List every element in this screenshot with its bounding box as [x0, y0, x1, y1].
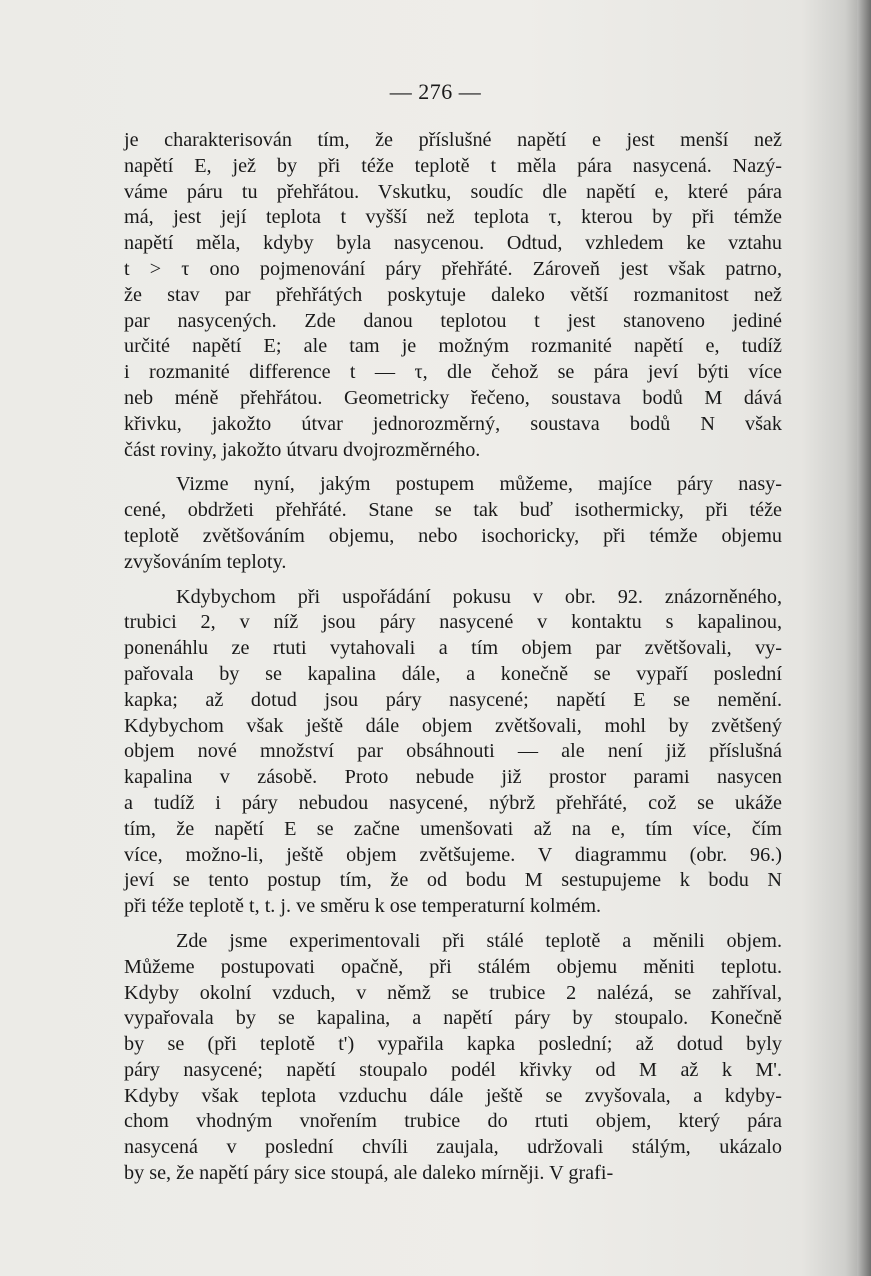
text-line: více, možno-li, ještě objem zvětšujeme. V diagrammu (obr. 96.) [124, 843, 782, 866]
text-line: páry nasycené; napětí stoupalo podél křivky od M až k M'. [124, 1058, 782, 1081]
text-line: tím, že napětí E se začne umenšovati až na e, tím více, čím [124, 817, 782, 840]
text-line: i rozmanité difference t — τ, dle čehož se pára jeví býti více [124, 361, 782, 384]
text-line: by se (při teplotě t') vypařila kapka poslední; až dotud byly [124, 1033, 782, 1056]
text-line: objem nové množství par obsáhnouti — ale není již příslušná [124, 740, 782, 763]
text-line: kapalina v zásobě. Proto nebude již prostor parami nasycen [124, 766, 782, 789]
text-line: pařovala by se kapalina dále, a konečně se vypaří poslední [124, 662, 782, 685]
text-line: by se, že napětí páry sice stoupá, ale daleko mírněji. V grafi- [124, 1162, 614, 1185]
text-line: neb méně přehřátou. Geometricky řečeno, soustava bodů M dává [124, 386, 782, 409]
text-line: ponenáhlu ze rtuti vytahovali a tím objem par zvětšovali, vy- [124, 637, 782, 660]
body-text [124, 128, 782, 1187]
text-line: kapka; až dotud jsou páry nasycené; napětí E se nemění. [124, 688, 782, 711]
text-line: par nasycených. Zde danou teplotou t jest stanoveno jediné [124, 309, 782, 332]
paragraph [124, 585, 782, 920]
text-line: je charakterisován tím, že příslušné napětí e jest menší než [124, 129, 782, 151]
text-line: určité napětí E; ale tam je možným rozmanité napětí e, tudíž [124, 335, 782, 358]
text-line: cené, obdržeti přehřáté. Stane se tak buď isothermicky, při téže [124, 499, 782, 522]
text-line: chom vhodným vnořením trubice do rtuti objem, který pára [124, 1110, 782, 1133]
text-line: Kdyby okolní vzduch, v němž se trubice 2 nalézá, se zahříval, [124, 981, 782, 1004]
text-line: t > τ ono pojmenování páry přehřáté. Zároveň jest však patrno, [124, 257, 782, 280]
text-line: nasycená v poslední chvíli zaujala, udržovali stálým, ukázalo [124, 1136, 782, 1159]
paragraph [124, 929, 782, 1187]
text-line: Kdybychom při uspořádání pokusu v obr. 92. znázorněného, [176, 585, 782, 608]
text-line: trubici 2, v níž jsou páry nasycené v kontaktu s kapalinou, [124, 611, 782, 634]
text-line: Vizme nyní, jakým postupem můžeme, majíce páry nasy- [176, 473, 782, 496]
text-line: křivku, jakožto útvar jednorozměrný, soustava bodů N však [124, 412, 782, 435]
paragraph [124, 472, 782, 575]
text-line: Zde jsme experimentovali při stálé teplotě a měnili objem. [176, 929, 782, 952]
text-line: Kdyby však teplota vzduchu dále ještě se zvyšovala, a kdyby- [124, 1084, 782, 1107]
text-line: vypařovala by se kapalina, a napětí páry by stoupalo. Konečně [124, 1007, 782, 1030]
text-line: napětí měla, kdyby byla nasycenou. Odtud, vzhledem ke vztahu [124, 232, 782, 255]
paragraph [124, 128, 782, 463]
text-line: má, jest její teplota t vyšší než teplota τ, kterou by při témže [124, 206, 782, 229]
text-line: napětí E, jež by při téže teplotě t měla pára nasycená. Nazý- [124, 154, 782, 177]
text-line: zvyšováním teploty. [124, 550, 287, 573]
text-line: při téže teplotě t, t. j. ve směru k ose temperaturní kolmém. [124, 895, 602, 918]
page-number: — 276 — [389, 79, 482, 104]
text-line: teplotě zvětšováním objemu, nebo isochoricky, při témže objemu [124, 524, 782, 547]
text-line: Kdybychom však ještě dále objem zvětšovali, mohl by zvětšený [124, 714, 782, 737]
text-line: část roviny, jakožto útvaru dvojrozměrného. [124, 438, 481, 461]
text-line: že stav par přehřátých poskytuje daleko větší rozmanitost než [124, 283, 782, 306]
page-edge-shadow [857, 0, 871, 1276]
text-line: jeví se tento postup tím, že od bodu M sestupujeme k bodu N [124, 869, 782, 892]
text-line: Můžeme postupovati opačně, při stálém objemu měniti teplotu. [124, 955, 782, 978]
text-line: váme páru tu přehřátou. Vskutku, soudíc dle napětí e, které pára [124, 180, 782, 203]
text-line: a tudíž i páry nebudou nasycené, nýbrž přehřáté, což se ukáže [124, 791, 782, 814]
